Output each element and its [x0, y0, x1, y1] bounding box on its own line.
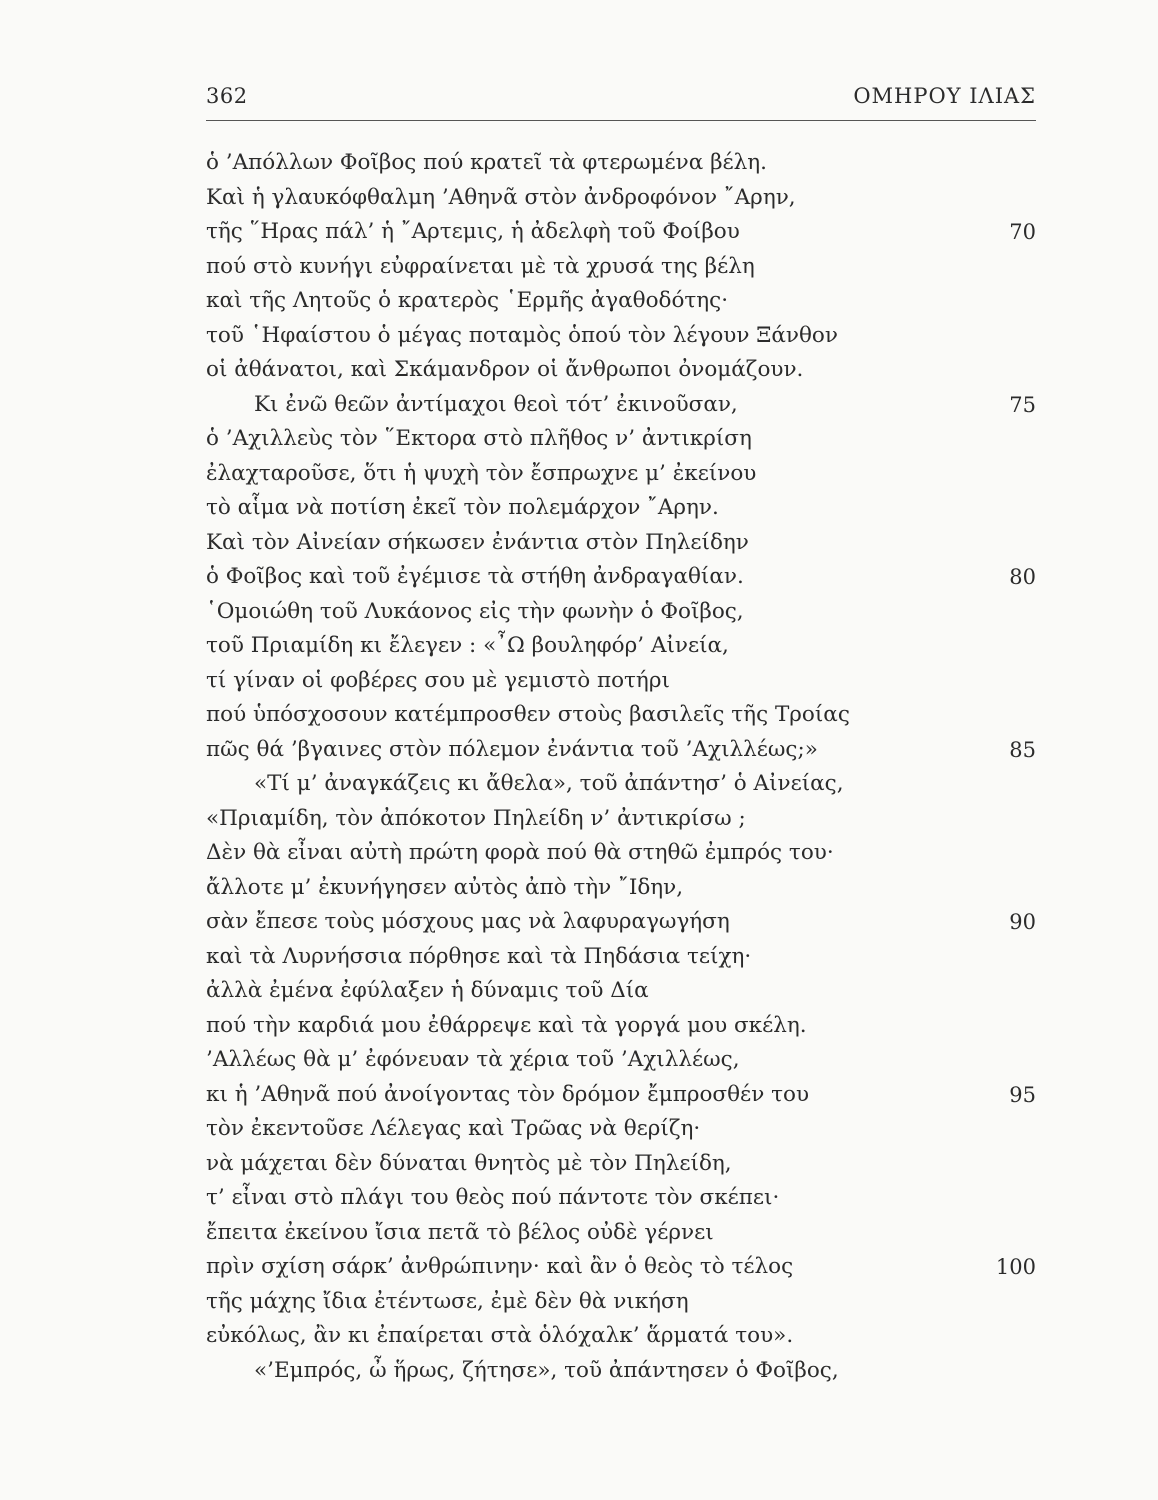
verse-line-text: τὸ αἷμα νὰ ποτίση ἐκεῖ τὸν πολεμάρχον ῎Αρην. — [206, 495, 719, 520]
verse-line-text: τῆς μάχης ἴδια ἐτέντωσε, ἐμὲ δὲν θὰ νικήση — [206, 1288, 689, 1314]
verse-line — [206, 422, 1036, 457]
page-number: 362 — [206, 84, 248, 108]
verse-line — [206, 526, 1036, 561]
verse-line — [206, 181, 1036, 216]
verse-line-text: τὸν ἐκεντοῦσε Λέλεγας καὶ Τρῶας νὰ θερίζη· — [206, 1116, 701, 1141]
line-number: 85 — [1009, 737, 1036, 762]
verse-line-text: ’Αλλέως θὰ μ’ ἐφόνευαν τὰ χέρια τοῦ ’Αχιλλέως, — [206, 1047, 740, 1072]
line-number: 95 — [1009, 1082, 1036, 1107]
verse-line-text: Καὶ τὸν Αἰνείαν σήκωσεν ἐνάντια στὸν Πηλείδην — [206, 529, 749, 555]
verse-line — [206, 388, 1036, 423]
verse-line — [206, 905, 1036, 940]
verse-line-text: «Πριαμίδη, τὸν ἀπόκοτον Πηλείδη ν’ ἀντικρίσω ; — [206, 805, 746, 831]
verse-line-text: τοῦ ῾Ηφαίστου ὁ μέγας ποταμὸς ὁπού τὸν λέγουν Ξάνθον — [206, 322, 838, 348]
verse-line — [206, 1285, 1036, 1320]
verse-line — [206, 1112, 1036, 1147]
verse-line-text: «Τί μ’ ἀναγκάζεις κι ἄθελα», τοῦ ἀπάντησ’ ὁ Αἰνείας, — [254, 771, 844, 796]
header-rule — [206, 120, 1036, 121]
verse-line-text: πού ὑπόσχοσουν κατέμπροσθεν στοὺς βασιλεῖς τῆς Τροίας — [206, 702, 850, 727]
verse-line-text: τῆς ῞Ηρας πάλ’ ἡ ῎Αρτεμις, ἡ ἀδελφὴ τοῦ Φοίβου — [206, 219, 740, 244]
verse-line-text: εὐκόλως, ἂν κι ἐπαίρεται στὰ ὁλόχαλκ’ ἅρματά του». — [206, 1323, 794, 1348]
verse-line-text: Κι ἐνῶ θεῶν ἀντίμαχοι θεοὶ τότ’ ἐκινοῦσαν, — [254, 391, 738, 417]
verse-line — [206, 457, 1036, 492]
verse-line — [206, 1181, 1036, 1216]
verse-line — [206, 629, 1036, 664]
verse-line — [206, 1319, 1036, 1354]
verse-line — [206, 802, 1036, 837]
verse-line — [206, 1216, 1036, 1251]
verse-line-text: «’Εμπρός, ὦ ἥρως, ζήτησε», τοῦ ἀπάντησεν ὁ Φοῖβος, — [254, 1357, 839, 1383]
line-number: 70 — [1009, 220, 1036, 244]
verse-line-text: ἀλλὰ ἐμένα ἐφύλαξεν ἡ δύναμις τοῦ Δία — [206, 978, 649, 1003]
verse-line-text: πρὶν σχίση σάρκ’ ἀνθρώπινην· καὶ ἂν ὁ θεὸς τὸ τέλος — [206, 1254, 794, 1279]
verse-line — [206, 698, 1036, 733]
verse-line — [206, 767, 1036, 802]
line-number: 100 — [995, 1255, 1036, 1279]
verse-line-text: ὁ ’Αχιλλεὺς τὸν ῞Εκτορα στὸ πλῆθος ν’ ἀντικρίση — [206, 426, 752, 451]
verse-line — [206, 940, 1036, 975]
verse-line-text: ἐλαχταροῦσε, ὅτι ἡ ψυχὴ τὸν ἔσπρωχνε μ’ ἐκείνου — [206, 460, 757, 486]
verse-line — [206, 836, 1036, 871]
verse-line-text: οἱ ἀθάνατοι, καὶ Σκάμανδρον οἱ ἄνθρωποι ὀνομάζουν. — [206, 357, 804, 382]
line-number: 80 — [1009, 565, 1036, 589]
verse-line — [206, 284, 1036, 319]
verse-line — [206, 1354, 1036, 1389]
verse-line-text: ὁ Φοῖβος καὶ τοῦ ἐγέμισε τὰ στήθη ἀνδραγαθίαν. — [206, 564, 744, 589]
verse-line-text: ἔπειτα ἐκείνου ἴσια πετᾶ τὸ βέλος οὐδὲ γέρνει — [206, 1219, 714, 1245]
verse-line-text: τ’ εἶναι στὸ πλάγι του θεὸς πού πάντοτε τὸν σκέπει· — [206, 1185, 780, 1210]
verse-line-text: νὰ μάχεται δὲν δύναται θνητὸς μὲ τὸν Πηλείδη, — [206, 1150, 732, 1176]
verse-line — [206, 1078, 1036, 1113]
verse-line — [206, 664, 1036, 699]
running-title: ΟΜΗΡΟΥ ΙΛΙΑΣ — [853, 84, 1036, 108]
verse-text — [206, 146, 1036, 1388]
verse-line-text: πῶς θά ’βγαινες στὸν πόλεμον ἐνάντια τοῦ ’Αχιλλέως;» — [206, 736, 818, 762]
page-header — [206, 84, 1036, 118]
verse-line-text: καὶ τὰ Λυρνήσσια πόρθησε καὶ τὰ Πηδάσια τείχη· — [206, 943, 752, 969]
verse-line — [206, 733, 1036, 768]
verse-line-text: τοῦ Πριαμίδη κι ἔλεγεν : «῏Ω βουληφόρ’ Αἰνεία, — [206, 633, 729, 658]
verse-line — [206, 1250, 1036, 1285]
verse-line — [206, 491, 1036, 526]
verse-line — [206, 319, 1036, 354]
verse-line-text: σὰν ἔπεσε τοὺς μόσχους μας νὰ λαφυραγωγήση — [206, 909, 730, 934]
verse-line-text: Δὲν θὰ εἶναι αὐτὴ πρώτη φορὰ πού θὰ στηθῶ ἐμπρός του· — [206, 840, 834, 865]
verse-line-text: ῾Ομοιώθη τοῦ Λυκάονος εἰς τὴν φωνὴν ὁ Φοῖβος, — [206, 598, 744, 624]
verse-line — [206, 1043, 1036, 1078]
verse-line-text: πού στὸ κυνήγι εὐφραίνεται μὲ τὰ χρυσά της βέλη — [206, 253, 755, 279]
verse-line — [206, 871, 1036, 906]
verse-line — [206, 974, 1036, 1009]
verse-line-text: ἄλλοτε μ’ ἐκυνήγησεν αὐτὸς ἀπὸ τὴν ῎Ιδην, — [206, 874, 684, 900]
verse-line — [206, 1147, 1036, 1182]
verse-line-text: κι ἡ ’Αθηνᾶ πού ἀνοίγοντας τὸν δρόμον ἔμπροσθέν του — [206, 1081, 810, 1107]
verse-line-text: τί γίναν οἱ φοβέρες σου μὲ γεμιστὸ ποτήρι — [206, 667, 670, 693]
verse-line-text: πού τὴν καρδιά μου ἐθάρρεψε καὶ τὰ γοργά μου σκέλη. — [206, 1012, 807, 1038]
verse-line — [206, 595, 1036, 630]
line-number: 90 — [1009, 910, 1036, 934]
verse-line — [206, 1009, 1036, 1044]
verse-line — [206, 250, 1036, 285]
verse-line — [206, 353, 1036, 388]
verse-line — [206, 146, 1036, 181]
verse-line-text: ὁ ’Απόλλων Φοῖβος πού κρατεῖ τὰ φτερωμένα βέλη. — [206, 150, 767, 175]
verse-line-text: καὶ τῆς Λητοῦς ὁ κρατερὸς ῾Ερμῆς ἀγαθοδότης· — [206, 288, 729, 313]
verse-line — [206, 215, 1036, 250]
verse-line — [206, 560, 1036, 595]
verse-line-text: Καὶ ἡ γλαυκόφθαλμη ’Αθηνᾶ στὸν ἀνδροφόνον ῎Αρην, — [206, 184, 796, 210]
line-number: 75 — [1009, 392, 1036, 417]
